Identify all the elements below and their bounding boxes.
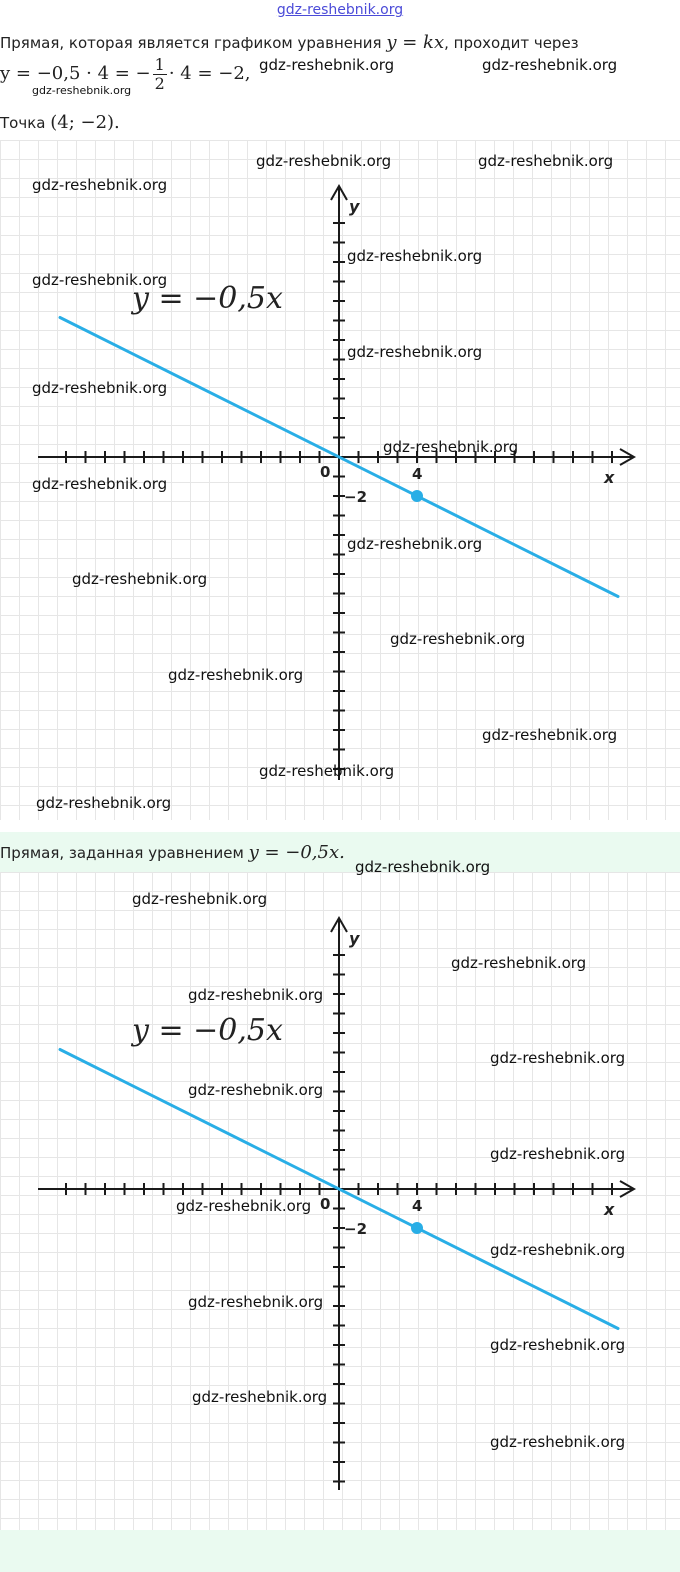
watermark: gdz-reshebnik.org: [490, 1336, 626, 1354]
watermark: gdz-reshebnik.org: [383, 438, 519, 456]
intro-line-1-suffix: , проходит через: [444, 34, 579, 52]
watermark: gdz-reshebnik.org: [347, 343, 483, 361]
watermark: gdz-reshebnik.org: [32, 379, 168, 397]
x-axis-label: x: [604, 1200, 615, 1219]
x-axis-label: x: [604, 468, 615, 487]
point-marker: [411, 490, 423, 502]
intro-line-1-prefix: Прямая, которая является графиком уравнения: [0, 34, 387, 52]
watermark: gdz-reshebnik.org: [490, 1433, 626, 1451]
point-marker: [411, 1222, 423, 1234]
calc-part-a: y = −0,5 · 4 = −: [0, 63, 151, 84]
watermark: gdz-reshebnik.org: [355, 858, 491, 876]
intro-line-1: [0, 32, 579, 53]
point-line: [0, 112, 120, 133]
caption-equation: y = −0,5x.: [248, 842, 345, 863]
watermark: gdz-reshebnik.org: [72, 570, 208, 588]
watermark: gdz-reshebnik.org: [482, 726, 618, 744]
point-coordinates: (4; −2).: [50, 112, 120, 133]
watermark: gdz-reshebnik.org: [192, 1388, 328, 1406]
watermark: gdz-reshebnik.org: [490, 1241, 626, 1259]
watermark: gdz-reshebnik.org: [32, 475, 168, 493]
point-y-label: −2: [344, 488, 368, 506]
watermark: gdz-reshebnik.org: [188, 1293, 324, 1311]
watermark: gdz-reshebnik.org: [132, 890, 268, 908]
watermark: gdz-reshebnik.org: [32, 84, 132, 97]
origin-label: 0: [320, 463, 331, 481]
watermark: gdz-reshebnik.org: [36, 794, 172, 812]
watermark: gdz-reshebnik.org: [259, 762, 395, 780]
watermark: gdz-reshebnik.org: [32, 176, 168, 194]
watermark: gdz-reshebnik.org: [347, 247, 483, 265]
site-link[interactable]: gdz-reshebnik.org: [276, 2, 404, 18]
caption-band: [0, 832, 680, 872]
watermark: gdz-reshebnik.org: [347, 535, 483, 553]
y-axis-label: y: [349, 929, 360, 948]
fraction-numerator: 1: [154, 55, 165, 74]
fraction-denominator: 2: [154, 74, 165, 93]
calc-fraction: [153, 56, 167, 93]
point-x-label: 4: [412, 465, 423, 483]
watermark: gdz-reshebnik.org: [188, 986, 324, 1004]
calc-part-b: · 4 = −2,: [168, 63, 251, 84]
point-prefix: Точка: [0, 114, 51, 132]
watermark: gdz-reshebnik.org: [482, 56, 618, 74]
watermark: gdz-reshebnik.org: [451, 954, 587, 972]
origin-label: 0: [320, 1195, 331, 1213]
intro-equation: y = kx: [386, 32, 445, 53]
watermark: gdz-reshebnik.org: [490, 1049, 626, 1067]
watermark: gdz-reshebnik.org: [490, 1145, 626, 1163]
watermark: gdz-reshebnik.org: [478, 152, 614, 170]
bottom-band: [0, 1530, 680, 1572]
equation-label: y = −0,5x: [132, 281, 283, 316]
caption: [0, 842, 345, 863]
point-y-label: −2: [344, 1220, 368, 1238]
watermark: gdz-reshebnik.org: [188, 1081, 324, 1099]
watermark: gdz-reshebnik.org: [176, 1197, 312, 1215]
watermark: gdz-reshebnik.org: [259, 56, 395, 74]
watermark: gdz-reshebnik.org: [168, 666, 304, 684]
caption-prefix: Прямая, заданная уравнением: [0, 844, 249, 862]
equation-label: y = −0,5x: [132, 1013, 283, 1048]
watermark: gdz-reshebnik.org: [390, 630, 526, 648]
y-axis-label: y: [349, 197, 360, 216]
watermark: gdz-reshebnik.org: [256, 152, 392, 170]
watermark: gdz-reshebnik.org: [32, 271, 168, 289]
point-x-label: 4: [412, 1197, 423, 1215]
